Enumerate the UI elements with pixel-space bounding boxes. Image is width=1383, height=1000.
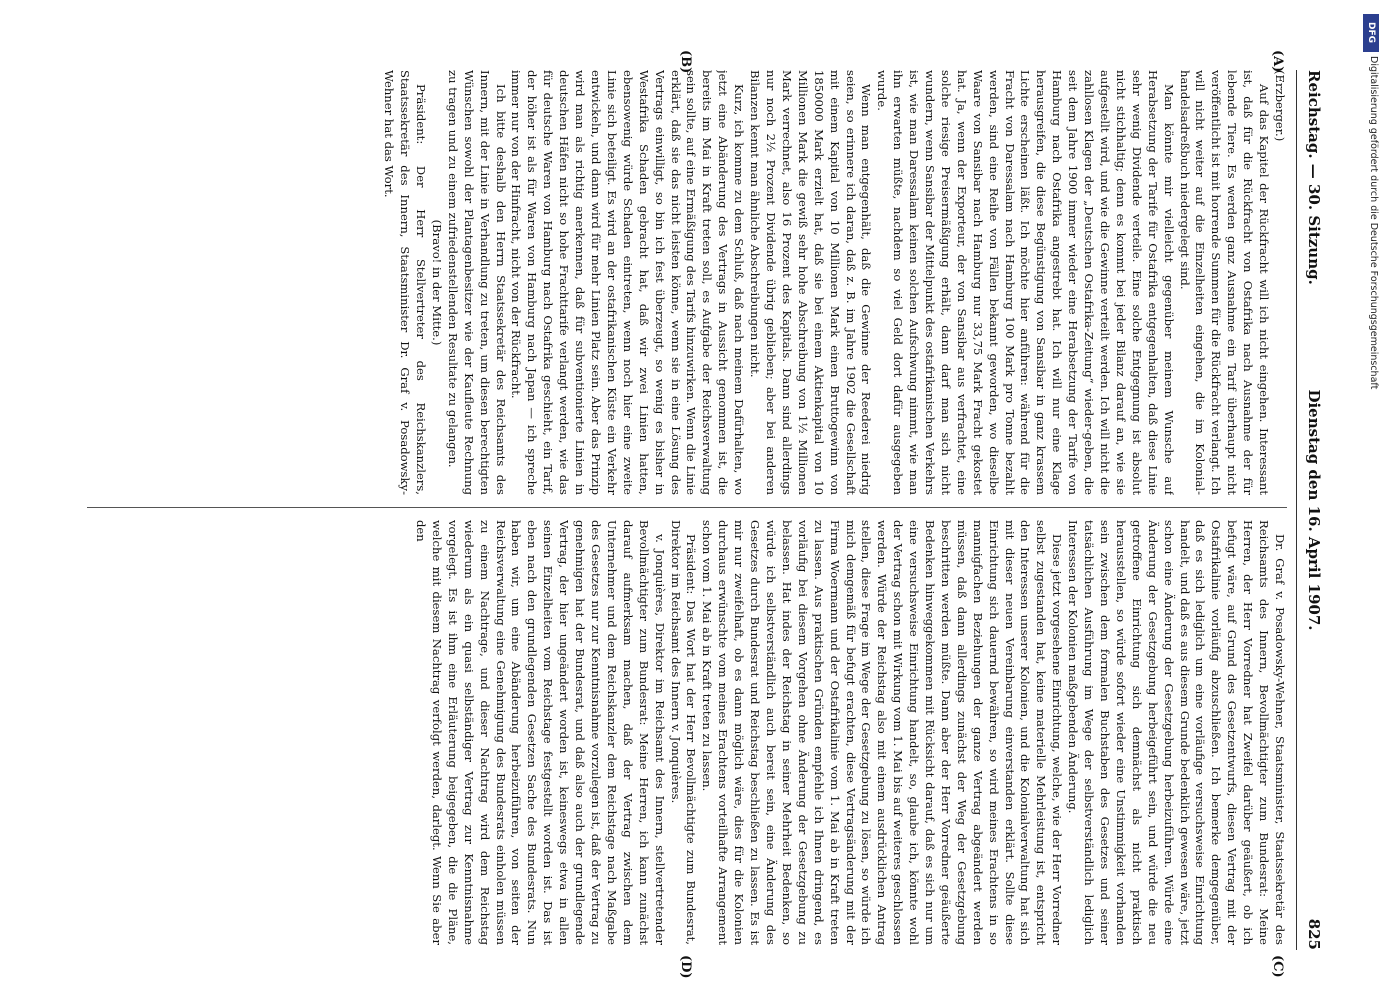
left-column	[87, 70, 1287, 495]
header-left: Reichstag. — 30. Sitzung.	[1305, 70, 1323, 285]
paragraph: v. Jonquières, Direktor im Reichsamt des Innern, stellvertretender Bevollmächtigter zum Bundesrat: Meine Herren, ich kann zunächst darauf aufmerksam machen, daß der Vertrag zwischen dem Unternehmer und dem Reichskanzler dem Reichstage nach Maßgabe des Gesetzes nur zur Kenntnisnahme vorzulegen ist, daß der Vertrag zu genehmigen hat der Bundesrat, und daß also auch der grundlegende Vertrag, der hier ungeändert worden ist, keineswegs etwa in allen seinen Einzelheiten vom Reichstage festgestellt worden ist. Das ist eben nach den grundlegenden Gesetzen Sache des Bundesrats. Nun haben wir, um eine Abänderung herbeizuführen, von seiten der Reichsverwaltung eine Genehmigung des Bundesrats einholen müssen zu einem Nachtrage, und dieser Nachtrag wird dem Reichstag wiederum als ein quasi selbständiger Vertrag zur Kenntnisnahme vorgelegt. Es ist ihm eine Erläuterung beigegeben, die die Pläne, welche mit diesem Nachtrag verfolgt werden, darlegt. Wenn Sie aber den	[414, 520, 667, 945]
paragraph: Wenn man entgegenhält, daß die Gewinne der Reederei niedrig seien, so erinnere ich daran, daß z. B. im Jahre 1902 die Gesellschaft mit einem Kapital von 10 Millionen Mark einen Bruttogewinn von 1850000 Mark erzielt hat, daß sie bei einem Aktienkapital von 10 Millionen Mark die gewiß sehr hohe Abschreibung von 1½ Millionen Mark verrechnet, also 16 Prozent des Kapitals. Dann sind allerdings nur noch 2½ Prozent Dividende übrig geblieben; aber bei anderen Bilanzen kennt man ähnliche Abschreibungen nicht.	[748, 70, 874, 495]
margin-mark-c: (C)	[1270, 955, 1285, 978]
paragraph: Auf das Kapitel der Rückfracht will ich nicht eingehen. Interessant ist, daß für die Rückfracht von Ostafrika nach Ausnahme der für lebende Tiere. Es werden ganz Ausnahme ein Tarif überhaupt nicht veröffentlicht ist mit horrende Summen für die Rückfracht verlangt. Ich will nicht weiter auf die Einzelheiten eingehen, die im Kolonial-handelsadreßbuch niedergelegt sind.	[1177, 70, 1272, 495]
president-remark: Präsident: Der Herr Stellvertreter des Reichskanzlers, Staatssekretär des Innern, Staatsminister Dr. Graf v. Posadowsky-Wehner hat das Wort.	[382, 70, 429, 495]
dfg-logo: DFG	[1363, 14, 1379, 52]
header-date: Dienstag den 16. April 1907.	[1305, 389, 1323, 631]
speaker-reference: (Erzberger.)	[1273, 70, 1287, 142]
margin-mark-b: (B)	[678, 50, 693, 74]
right-column	[87, 520, 1287, 945]
paragraph: Ich bitte deshalb den Herrn Staatssekretär des Reichsamts des Innern, mit der Linie in Verhandlung zu treten, um diesen berechtigten Wünschen sowohl der Plantagenbesitzer wie der Kaufleute Rechnung zu tragen und zu einem zufriedenstellenden Resultate zu gelangen.	[445, 70, 508, 495]
paragraph: Dr. Graf v. Posadowsky-Wehner, Staatsminister, Staatssekretär des Reichsamts des Innern, Bevollmächtigter zum Bundesrat: Meine Herren, der Herr Vorredner hat Zweifel darüber geäußert, ob ich befugt wäre, auf Grund des Gesetzentwurfs, diesen Vertrag mit der Ostafrikalinie vorläufig abzuschließen. Ich bemerke demgegenüber, daß es sich lediglich um eine vorläufige versuchsweise Einrichtung handelt, und daß es aus diesem Grunde bedenklich gewesen wäre, jetzt schon eine Änderung der Gesetzgebung herbeizuführen. Würde eine Änderung der Gesetzgebung herbeigeführt sein, und würde die neu getroffene Einrichtung sich demnächst als nicht praktisch herausstellen, so würde sofort wieder eine Unstimmigkeit vorhanden sein zwischen dem formalen Buchstaben des Gesetzes und seiner tatsächlichen Ausführung im Wege der selbstverständlich lediglich Interessen der Kolonien maßgebenden Änderung.	[1066, 520, 1287, 945]
paragraph: Kurz, ich komme zu dem Schluß, daß nach meinem Dafürhalten, wo jetzt eine Abänderung des Vertrags in Aussicht genommen ist, die bereits im Mai in Kraft treten soll, es Aufgabe der Reichsverwaltung sein sollte, auf eine Ermäßigung des Tarifs hinzuwirken. Wenn die Linie erklärt, daß sie das nicht leisten könne, wenn sie in eine Lösung des Vertrags einwilligt, so bin ich fest überzeugt, so wenig es bisher in Westafrika Schaden gebracht hat, daß wir zwei Linien hatten, ebensowenig würde Schaden eintreten, wenn noch hier eine zweite Linie sich beteiligt. Es wird an der ostafrikanischen Küste ein Verkehr entwickeln, und dann wird für mehr Linien Platz sein. Aber das Prinzip wird man als richtig anerkennen, daß für subventionierte Linien in deutschen Häfen nicht so hohe Frachttarife verlangt werden, wie das für deutsche Waren von Hamburg nach Ostafrika geschieht, ein Tarif, der höher ist als für Waren von Hamburg nach Japan — ich spreche immer nur von der Hinfracht, nicht von der Rückfracht.	[509, 70, 747, 495]
page-number: 825	[1305, 918, 1323, 950]
digitization-sidebar	[1363, 8, 1379, 992]
column-divider	[87, 507, 1287, 508]
page-header	[1296, 70, 1323, 950]
margin-mark-d: (D)	[678, 955, 693, 979]
paragraph: Man könnte mir vielleicht gegenüber meinem Wunsche auf Herabsetzung der Tarife für Ostafrika entgegenhalten, daß diese Linie sehr wenig Dividende verteile. Eine solche Entgegnung ist absolut nicht stichhaltig; denn es kommt bei jeder Bilanz darauf an, wie sie aufgestellt wird, und wie die Gewinne verteilt werden. Ich will nicht die zahllosen Klagen der „Deutschen Ostafrika-Zeitung“ wieder-geben, die seit dem Jahre 1900 immer wieder eine Herabsetzung der Tarife von Hamburg nach Ostafrika angestrebt hat. Ich will nur eine Klage herausgreifen, die diese Begünstigung von Sansibar in ganz krassem Lichte erscheinen läßt. Ich möchte hier anführen: während für die Fracht von Daressalam nach Hamburg 100 Mark pro Tonne bezahlt werden, sind eine Reihe von Fällen bekannt geworden, wo dieselbe Waare von Sansibar nach Hamburg nur 33,75 Mark Fracht gekostet hat. Ja, wenn der Exporteur, der von Sansibar aus verfrachtet, eine solche riesige Preisermäßigung erhält, dann darf man sich nicht wundern, wenn Sansibar der Mittelpunkt des ostafrikanischen Verkehrs ist, wie man Daressalam keinen solchen Aufschwung nimmt, wie man ihn erwarten müßte, nachdem so viel Geld dort dafür ausgegeben wurde.	[875, 70, 1176, 495]
margin-mark-a: (A)	[1270, 50, 1285, 73]
applause-note: (Bravo! in der Mitte.)	[429, 219, 444, 346]
president-remark: Präsident: Das Wort hat der Herr Bevollmächtigte zum Bundesrat, Direktor im Reichsamt des Innern v. Jonquières.	[668, 520, 699, 945]
paragraph: Diese jetzt vorgesehene Einrichtung, welche, wie der Herr Vorredner selbst zugestanden hat, keine materielle Mehrleistung ist, entspricht den Interessen unserer Kolonien, und die Kolonialverwaltung hat sich mit dieser neuen Vereinbarung einverstanden erklärt. Sollte diese Einrichtung sich dauernd bewähren, so wird meines Erachtens in so mannigfachen Beziehungen der ganze Vertrag abgeändert werden müssen, daß dann allerdings zunächst der Weg der Gesetzgebung beschritten werden müßte. Dann aber der Herr Vorredner geäußerte Bedenken hinweggekommen mit Rücksicht darauf, daß es sich nur um eine versuchsweise Einrichtung handelt, so, glaube ich, könnte wohl der Vertrag schon mit Wirkung vom 1. Mai bis auf weiteres geschlossen werden. Würde der Reichstag also mit einem ausdrücklichen Antrag stellen, diese Frage im Wege der Gesetzgebung zu lösen, so würde ich mich demgemäß für befugt erachten, diese Vertragsänderung mit der Firma Woermann und der Ostafrikalinie vom 1. Mai ab in Kraft treten zu lassen. Aus praktischen Gründen empfehle ich Ihnen dringend, es vorläufig bei diesem Vorgehen ohne Änderung der Gesetzgebung zu belassen. Hat indes der Reichstag in seiner Mehrheit Bedenken, so würde ich selbstverständlich auch bereit sein, eine Änderung des Gesetzes durch Bundesrat und Reichstag beschließen zu lassen. Es ist mir nur zweifelhaft, ob es dann möglich wäre, dies für die Kolonien durchaus erwünschte vom meines Erachtens vorteilhafte Arrangement schon vom 1. Mai ab in Kraft treten zu lassen.	[700, 520, 1065, 945]
digitization-note: Digitalisierung gefördert durch die Deutsche Forschungsgemeinschaft	[1368, 56, 1379, 390]
